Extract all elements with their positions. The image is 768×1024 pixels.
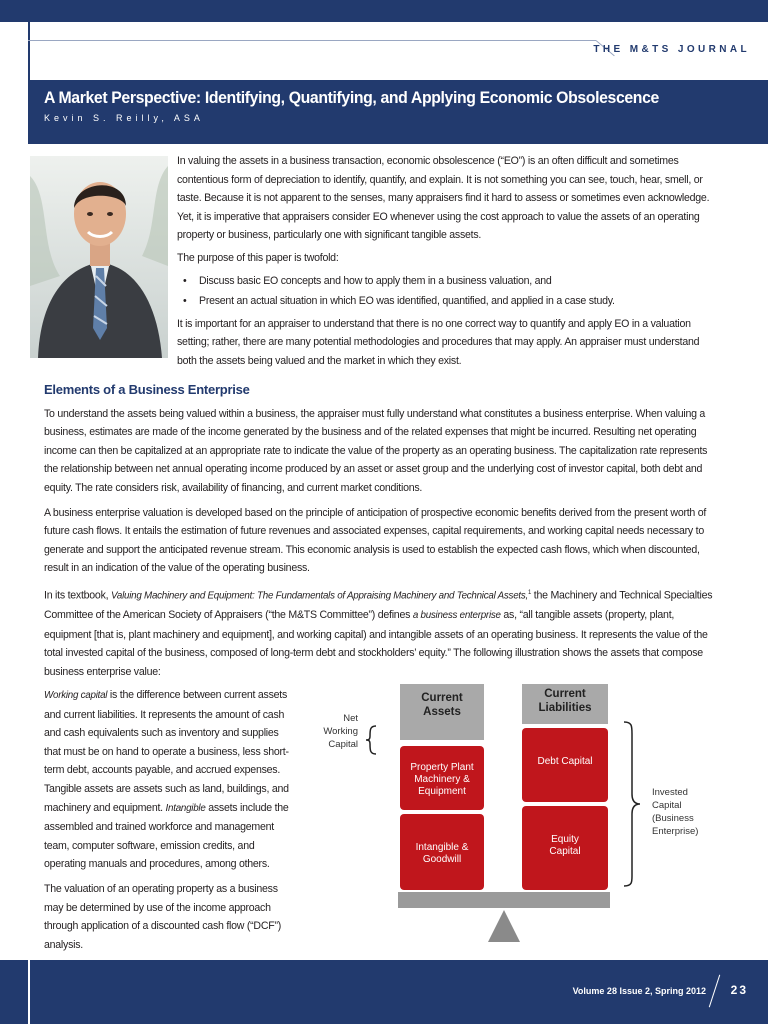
current-assets-line-2: Assets (423, 706, 461, 718)
book-title: Valuing Machinery and Equipment: The Fundamentals of Appraising Machinery and Technical Assets, (111, 590, 528, 602)
journal-name: THE M&TS JOURNAL (593, 44, 750, 55)
intro-paragraph-2: The purpose of this paper is twofold: (177, 251, 339, 264)
balance-beam (398, 892, 610, 908)
section-paragraph-3: In its textbook, Valuing Machinery and Equipment: The Fundamentals of Appraising Machinery and Technical Assets,$^1$ the Machinery and Technical Specialties Committee of the American Society of Appraisers (“the M&TS Committee”) defines a business enterprise as, “all tangible assets (property, plant, equipment [that is, plant machinery and equipment], and working capital) and intangible assets of an operating business. It represents the value of the total invested capital of the business, composed of long-term debt and stockholders’ equity.” The following illustration shows the assets that compose business enterprise value: (44, 589, 713, 678)
bullet-icon: • (183, 274, 187, 287)
column-paragraph-1: Working capital is the difference between current assets and current liabilities. It represents the amount of cash and cash equivalents such as inventory and supplies that must be on hand to operate a business, less short-term debt, accounts payable, and accrued expenses. Tangible assets are assets such as land, buildings, and machinery and equipment. Intangible assets include the assembled and trained workforce and management team, computer software, emission credits, and operating manuals and procedures, among others. (44, 689, 289, 871)
issue-info: Volume 28 Issue 2, Spring 2012 (572, 986, 706, 996)
journal-vertical-rule (28, 20, 30, 80)
author-portrait-icon (30, 156, 168, 358)
top-banner (0, 0, 768, 22)
page-number: 23 (730, 983, 748, 997)
section-heading: Elements of a Business Enterprise (44, 382, 250, 397)
invested-capital-line-1: Invested (652, 787, 688, 798)
right-brace-icon (624, 722, 640, 886)
left-column (44, 686, 296, 960)
defined-term: a business enterprise (412, 610, 501, 622)
intangible-line-2: Goodwill (422, 854, 462, 865)
footnote-marker: 1 (528, 589, 532, 596)
intangible-line-1: Intangible & (415, 842, 469, 853)
equity-capital-line-1: Equity (551, 834, 579, 845)
intro-text (177, 152, 717, 375)
defined-term: Intangible (165, 802, 206, 814)
intro-paragraph-3: It is important for an appraiser to understand that there is no one correct way to quantify and apply EO in a valuation setting; rather, there are many potential methodologies and procedures that may apply. An appraiser must understand both the assets being valued and the market in which they exist. (177, 317, 700, 367)
list-item: • Discuss basic EO concepts and how to apply them in a business valuation, and (183, 272, 717, 291)
section-paragraph-1: To understand the assets being valued within a business, the appraiser must fully understand what constitutes a business enterprise. When valuing a business, estimates are made of the income generated by the business and of the related expenses that might be incurred. Resulting net operating income can then be capitalized at an appropriate rate to indicate the value of the property as an operating business. The capitalization rate represents the relationship between net annual operating income produced by an asset or asset group and the underlying cost of investor capital, both debt and equity. The rate considers risk, availability of financing, and current market conditions. (44, 407, 708, 494)
title-banner (28, 80, 768, 144)
footer-vertical-rule (28, 960, 30, 1024)
invested-capital-line-2: Capital (652, 800, 682, 811)
journal-header-rule (28, 40, 596, 41)
defined-term: Working capital (44, 690, 108, 701)
equity-capital-line-2: Capital (549, 846, 581, 857)
business-enterprise-diagram (300, 678, 720, 950)
left-brace-icon (366, 726, 376, 754)
business-enterprise-section (44, 381, 714, 687)
net-working-capital-line-1: Net (343, 713, 358, 724)
ppe-line-1: Property Plant (410, 762, 474, 773)
bullet-icon: • (183, 295, 187, 308)
current-liabilities-line-2: Liabilities (538, 702, 592, 714)
intro-paragraph-1: In valuing the assets in a business transaction, economic obsolescence (“EO”) is an often difficult and sometimes contentious form of depreciation to identify, quantify, and explain. It is not something you can see, touch, hear, smell, or taste. Because it is not apparent to the senses, many appraisers find it hard to assess or sometimes even acknowledge. Yet, it is imperative that appraisers consider EO whenever using the cost approach to value the assets of an operating property or business, particularly one with significant tangible assets. (177, 155, 710, 242)
article-author: Kevin S. Reilly, ASA (44, 113, 204, 123)
column-paragraph-2: The valuation of an operating property as a business may be determined by use of the income approach through application of a discounted cash flow (“DCF”) analysis. (44, 882, 282, 951)
section-paragraph-2: A business enterprise valuation is developed based on the principle of anticipation of prospective economic benefits derived from the present worth of future cash flows. It entails the estimation of future revenues and associated expenses, capital requirements, and working capital needs necessary to generate and support the anticipated revenue stream. This economic analysis is used to establish the expected cash flows, which when discounted, result in an indication of the value of the operating business. (44, 506, 707, 575)
article-title: A Market Perspective: Identifying, Quantifying, and Applying Economic Obsolescence (44, 88, 659, 107)
net-working-capital-line-2: Working (323, 726, 358, 737)
ppe-line-2: Machinery & (414, 774, 470, 785)
invested-capital-line-3: (Business (652, 813, 694, 824)
ppe-line-3: Equipment (418, 786, 466, 797)
invested-capital-line-4: Enterprise) (652, 826, 699, 837)
current-assets-line-1: Current (421, 692, 463, 704)
balance-diagram (300, 678, 720, 950)
purpose-list (183, 272, 717, 311)
list-item: • Present an actual situation in which EO was identified, quantified, and applied in a case study. (183, 292, 717, 311)
debt-capital-label: Debt Capital (537, 756, 593, 767)
net-working-capital-line-3: Capital (328, 739, 358, 750)
fulcrum-icon (488, 910, 520, 942)
author-photo (30, 156, 168, 358)
current-liabilities-line-1: Current (544, 688, 586, 700)
